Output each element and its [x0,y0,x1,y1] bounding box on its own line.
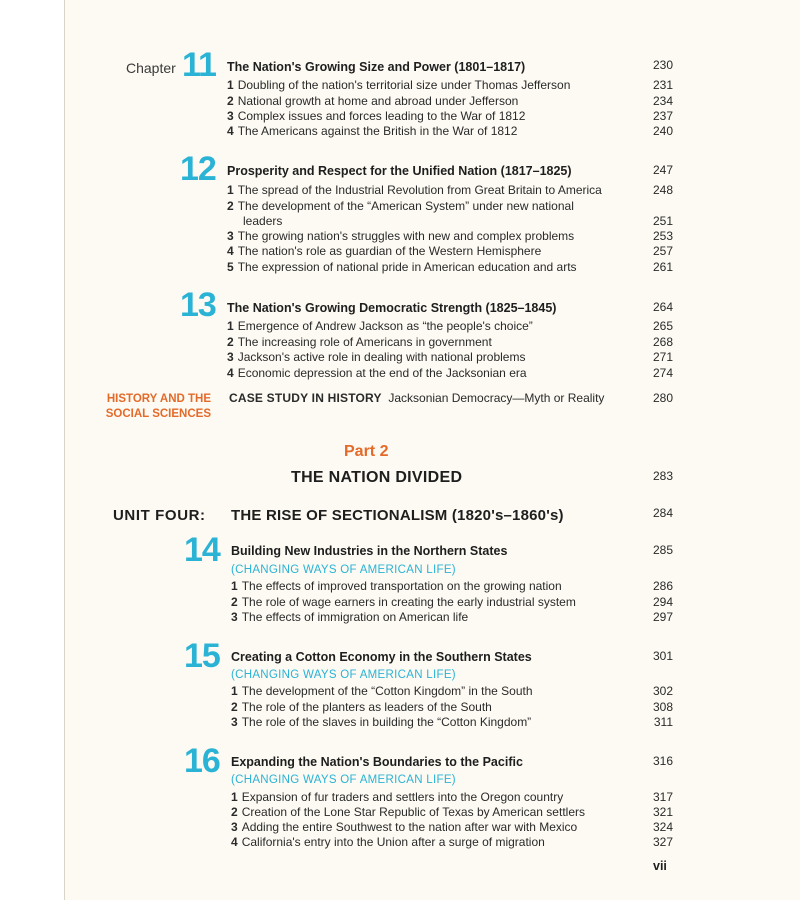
part-label: Part 2 [344,443,389,460]
section-number: 2 [231,595,238,609]
section-item [231,579,562,593]
section-number: 3 [231,820,238,834]
section-page: 257 [652,244,673,258]
section-text: The nation's role as guardian of the Western Hemisphere [237,244,542,258]
section-page: 274 [652,366,673,380]
section-item [227,199,574,213]
section-item [227,335,492,349]
section-number: 3 [231,715,238,729]
chapter-number: 15 [184,637,220,675]
chapter-title: Creating a Cotton Economy in the Southern States [231,650,532,664]
history-social-sciences-label [71,392,211,422]
section-text: National growth at home and abroad under Jefferson [237,94,519,108]
chapter-page: 230 [652,58,673,72]
case-study-page: 280 [652,391,673,405]
case-study [229,391,604,405]
section-number: 1 [231,684,238,698]
section-item [231,820,577,834]
section-item [227,350,525,364]
section-number: 2 [231,700,238,714]
section-item [231,700,492,714]
section-page: 317 [652,790,673,804]
section-number: 1 [227,319,234,333]
chapter-page: 301 [652,649,673,663]
section-page: 237 [652,109,673,123]
chapter-subtitle: (CHANGING WAYS OF AMERICAN LIFE) [231,564,456,576]
section-number: 2 [227,335,234,349]
toc-page [64,0,800,900]
section-page: 286 [652,579,673,593]
section-number: 4 [231,835,238,849]
section-text: The role of the planters as leaders of the South [241,700,492,714]
section-text: The Americans against the British in the War of 1812 [237,124,518,138]
section-page: 311 [653,715,673,729]
chapter-title: The Nation's Growing Size and Power (1801–1817) [227,60,526,74]
section-text: California's entry into the Union after a surge of migration [241,835,545,849]
section-text: Adding the entire Southwest to the nation after war with Mexico [241,820,578,834]
section-page: 271 [652,350,673,364]
section-text: Economic depression at the end of the Jacksonian era [237,366,527,380]
section-page: 253 [652,229,673,243]
section-item [231,805,585,819]
section-number: 1 [231,579,238,593]
section-text: The role of wage earners in creating the early industrial system [241,595,576,609]
section-text: The development of the “Cotton Kingdom” in the South [241,684,533,698]
section-page: 324 [652,820,673,834]
chapter-page: 264 [652,300,673,314]
section-page: 240 [652,124,673,138]
section-item [227,260,577,274]
chapter-title: Expanding the Nation's Boundaries to the Pacific [231,755,523,769]
section-number: 3 [231,610,238,624]
unit-title: THE RISE OF SECTIONALISM (1820's–1860's) [231,507,564,524]
section-item [231,595,576,609]
section-text: Doubling of the nation's territorial size under Thomas Jefferson [237,78,571,92]
section-item [227,229,574,243]
section-item [231,790,563,804]
section-item [231,684,533,698]
section-page: 234 [652,94,673,108]
section-page: 265 [652,319,673,333]
section-number: 3 [227,109,234,123]
section-text: Expansion of fur traders and settlers into the Oregon country [241,790,564,804]
section-text-continued: leaders [243,214,283,228]
section-item [227,183,602,197]
chapter-number: 11 [182,46,216,84]
section-item [231,835,545,849]
chapter-number: 16 [184,742,220,780]
chapter-subtitle: (CHANGING WAYS OF AMERICAN LIFE) [231,669,456,681]
section-item [227,109,525,123]
section-item [227,78,570,92]
section-page: 248 [652,183,673,197]
chapter-title: The Nation's Growing Democratic Strength (1825–1845) [227,301,557,315]
section-text: Jackson's active role in dealing with national problems [237,350,526,364]
chapter-number: 12 [180,150,216,188]
section-number: 4 [227,124,234,138]
section-page: 308 [652,700,673,714]
section-text: Complex issues and forces leading to the War of 1812 [237,109,526,123]
section-text: The effects of improved transportation on the growing nation [241,579,562,593]
section-text: The spread of the Industrial Revolution from Great Britain to America [237,183,602,197]
section-number: 3 [227,229,234,243]
section-page: 261 [652,260,673,274]
chapter-page: 316 [652,754,673,768]
history-label-line: SOCIAL SCIENCES [105,408,211,420]
chapter-number: 13 [180,286,216,324]
section-item [231,610,468,624]
section-text: The growing nation's struggles with new and complex problems [237,229,575,243]
unit-label: UNIT FOUR: [113,507,206,524]
section-text: The development of the “American System” under new national [237,199,574,213]
page-folio: vii [653,859,667,873]
section-text: The expression of national pride in American education and arts [237,260,577,274]
section-number: 1 [227,183,234,197]
section-number: 1 [227,78,234,92]
section-page: 297 [652,610,673,624]
section-item [227,319,533,333]
section-item [227,244,541,258]
part-page: 283 [652,469,673,483]
section-text: The increasing role of Americans in government [237,335,492,349]
chapter-title: Building New Industries in the Northern States [231,544,508,558]
section-page: 251 [652,214,673,228]
section-page: 231 [652,78,673,92]
section-item [227,94,518,108]
section-item [231,715,531,729]
chapter-word: Chapter [126,60,176,76]
history-label-line: HISTORY AND THE [106,393,211,405]
section-text: The role of the slaves in building the “Cotton Kingdom” [241,715,532,729]
section-number: 5 [227,260,234,274]
section-number: 2 [227,94,234,108]
part-title: THE NATION DIVIDED [291,469,463,486]
case-study-heading: CASE STUDY IN HISTORY [229,391,382,405]
section-text: The effects of immigration on American life [241,610,469,624]
section-item [227,366,527,380]
chapter-page: 285 [652,543,673,557]
section-page: 294 [652,595,673,609]
chapter-subtitle: (CHANGING WAYS OF AMERICAN LIFE) [231,774,456,786]
unit-page: 284 [652,506,673,520]
section-text: Creation of the Lone Star Republic of Texas by American settlers [241,805,585,819]
section-item [227,124,517,138]
section-text: Emergence of Andrew Jackson as “the people's choice” [237,319,533,333]
section-page: 327 [652,835,673,849]
section-number: 4 [227,366,234,380]
section-page: 268 [652,335,673,349]
case-study-title: Jacksonian Democracy—Myth or Reality [388,391,605,405]
section-number: 3 [227,350,234,364]
chapter-number: 14 [184,531,220,569]
section-number: 4 [227,244,234,258]
section-number: 2 [227,199,234,213]
section-page: 302 [652,684,673,698]
section-page: 321 [652,805,673,819]
chapter-title: Prosperity and Respect for the Unified Nation (1817–1825) [227,164,572,178]
section-number: 1 [231,790,238,804]
chapter-page: 247 [652,163,673,177]
section-number: 2 [231,805,238,819]
